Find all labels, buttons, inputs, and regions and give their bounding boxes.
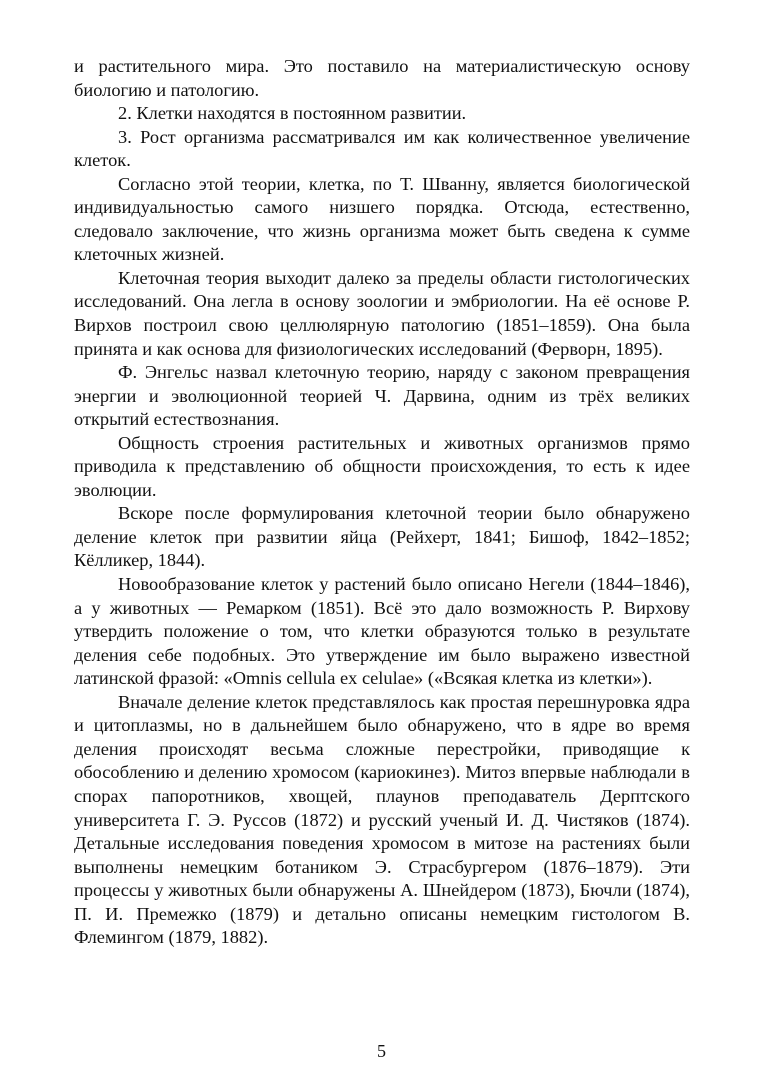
paragraph-evolution: Общность строения растительных и животных организмов прямо приводила к представлению об общности происхождения, то есть к идее эволюции. xyxy=(74,432,690,500)
paragraph-continuation: и растительного мира. Это поставило на материалистическую основу биологию и патологию. xyxy=(74,56,690,100)
page-body xyxy=(74,55,690,950)
paragraph-item-3: 3. Рост организма рассматривался им как количественное увеличение клеток. xyxy=(74,126,690,171)
paragraph-schwann: Согласно этой теории, клетка, по Т. Шванну, является биологической индивидуальностью самого низшего порядка. Отсюда, естественно, следовало заключение, что жизнь организма может быть сведена к сумме клеточных жизней. xyxy=(74,173,690,265)
page-number: 5 xyxy=(377,1041,386,1061)
paragraph-cell-theory: Клеточная теория выходит далеко за пределы области гистологических исследований. Она легла в основу зоологии и эмбриологии. На её основе Р. Вирхов построил свою целлюлярную патологию (1851–1859). Она была принята и как основа для физиологических исследований (Ферворн, 1895). xyxy=(74,267,690,359)
paragraph-egg-division: Вскоре после формулирования клеточной теории было обнаружено деление клеток при развитии яйца (Рейхерт, 1841; Бишоф, 1842–1852; Кёлликер, 1844). xyxy=(74,503,690,571)
paragraph-engels: Ф. Энгельс назвал клеточную теорию, наряду с законом превращения энергии и эволюционной теорией Ч. Дарвина, одним из трёх великих открытий естествознания. xyxy=(74,362,690,430)
paragraph-virchow: Новообразование клеток у растений было описано Негели (1844–1846), а у животных — Ремарком (1851). Всё это дало возможность Р. Вирхову утвердить положение о том, что клетки образуются только в результате деления себе подобных. Это утверждение им было выражено известной латинской фразой: «Omnis cellula ex celulae» («Всякая клетка из клетки»). xyxy=(74,574,690,689)
paragraph-mitosis: Вначале деление клеток представлялось как простая перешнуровка ядра и цитоплазмы, но в дальнейшем было обнаружено, что в ядре во время деления происходят весьма сложные перестройки, приводящие к обособлению и делению хромосом (кариокинез). Митоз впервые наблюдали в спорах папоротников, хвощей, плаунов преподаватель Дерптского университета Г. Э. Руссов (1872) и русский ученый И. Д. Чистяков (1874). Детальные исследования поведения хромосом в митозе на растениях были выполнены немецким ботаником Э. Страсбургером (1876–1879). Эти процессы у животных были обнаружены А. Шнейдером (1873), Бючли (1874), П. И. Премежко (1879) и детально описаны немецким гистологом В. Флемингом (1879, 1882). xyxy=(74,691,690,948)
paragraph-item-2: 2. Клетки находятся в постоянном развитии. xyxy=(118,103,467,124)
